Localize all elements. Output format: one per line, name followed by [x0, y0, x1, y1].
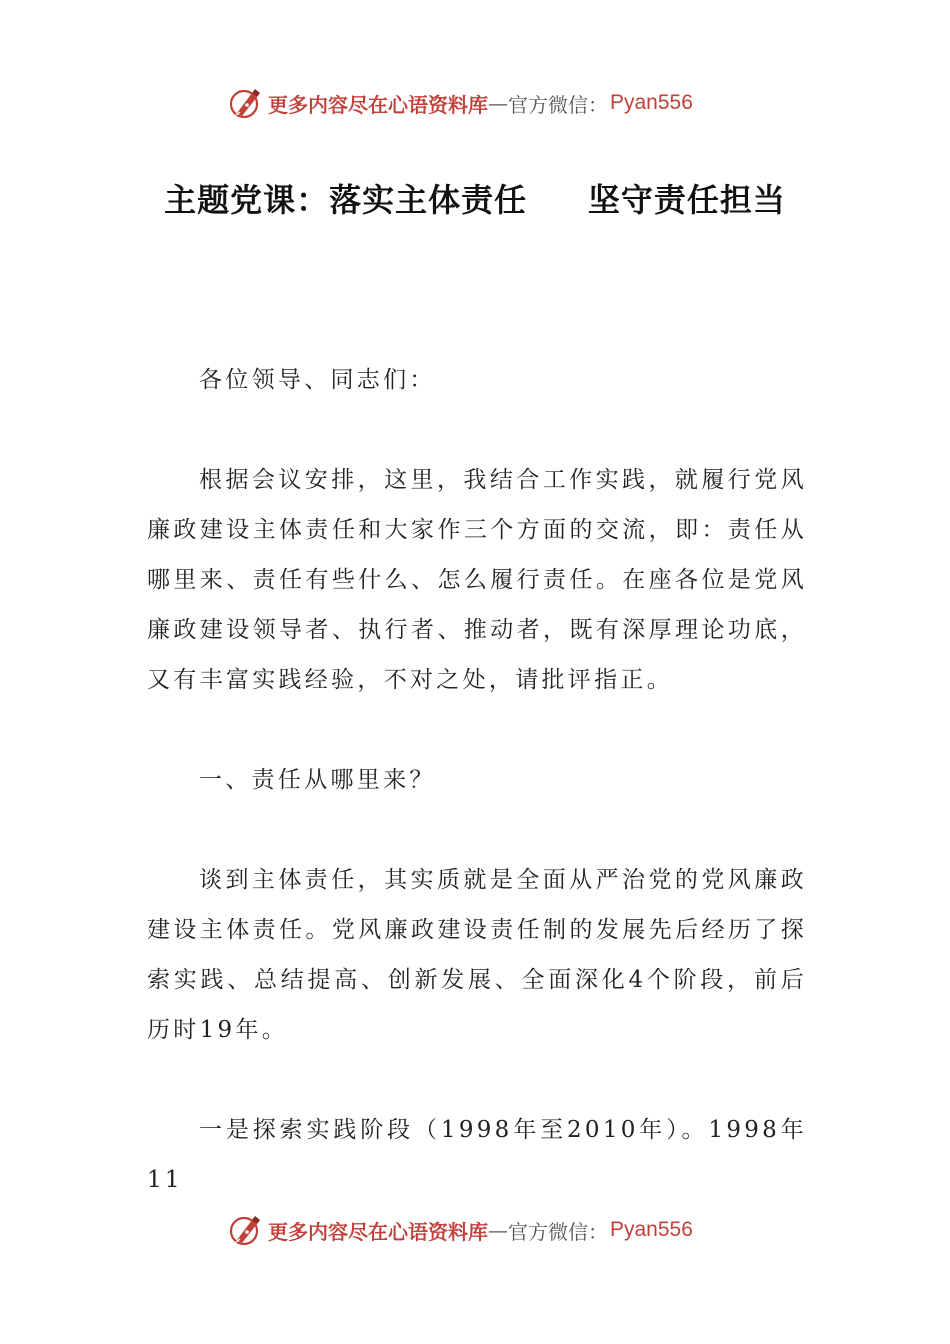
watermark-dash: —	[488, 1218, 508, 1242]
paragraph-intro: 根据会议安排，这里，我结合工作实践，就履行党风廉政建设主体责任和大家作三个方面的交流，即：责任从哪里来、责任有些什么、怎么履行责任。在座各位是党风廉政建设领导者、执行者、推动者，既有深厚理论功底，又有丰富实践经验，不对之处，请批评指正。	[147, 467, 807, 693]
paragraph-stage-1: 一是探索实践阶段（1998年至2010年）。1998年11	[147, 1117, 807, 1193]
watermark-id-text: Pyan556	[610, 91, 693, 114]
section-heading-1: 一、责任从哪里来？	[199, 767, 436, 793]
watermark-sub-text: 官方微信：	[508, 1219, 608, 1244]
document-body	[147, 355, 807, 1205]
pen-nib-logo-icon	[228, 85, 264, 121]
pen-nib-logo-icon	[228, 1212, 264, 1248]
watermark-sub-text: 官方微信：	[508, 92, 608, 117]
watermark-main-text: 更多内容尽在心语资料库	[268, 92, 488, 117]
watermark-id-text: Pyan556	[610, 1218, 693, 1241]
header-watermark	[228, 83, 728, 123]
watermark-main-text: 更多内容尽在心语资料库	[268, 1219, 488, 1244]
paragraph-section-1: 谈到主体责任，其实质就是全面从严治党的党风廉政建设主体责任。党风廉政建设责任制的发展先后经历了探索实践、总结提高、创新发展、全面深化4个阶段，前后历时19年。	[147, 867, 807, 1043]
paragraph-greeting: 各位领导、同志们：	[199, 367, 436, 393]
page-title: 主题党课：落实主体责任 坚守责任担当	[164, 181, 786, 219]
footer-watermark	[228, 1210, 728, 1250]
watermark-dash: —	[488, 91, 508, 115]
